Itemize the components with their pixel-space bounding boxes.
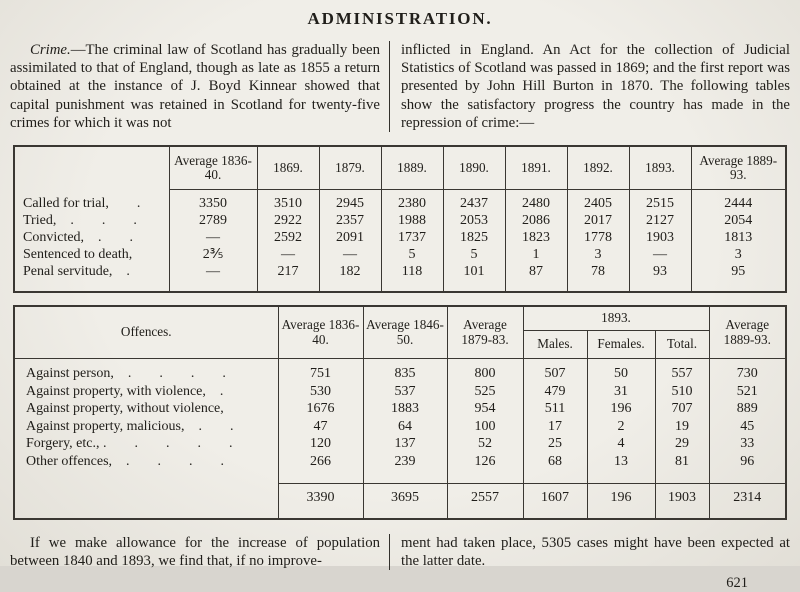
value-cell: 25: [523, 435, 587, 453]
header-cell-avg-1889-93: Average 1889-93.: [691, 146, 786, 190]
header-cell-1890: 1890.: [443, 146, 505, 190]
table-row: [14, 359, 786, 383]
value-cell: 47: [278, 418, 363, 436]
header-cell-1869: 1869.: [257, 146, 319, 190]
row-label: Convicted, . .: [14, 229, 169, 246]
value-cell: 1737: [381, 229, 443, 246]
header-cell-total: Total.: [655, 331, 709, 359]
value-cell: 2922: [257, 212, 319, 229]
value-cell: 2127: [629, 212, 691, 229]
offences-table-body: [14, 359, 786, 484]
outro-left-column: [10, 534, 389, 570]
value-cell: 530: [278, 383, 363, 401]
value-cell: 29: [655, 435, 709, 453]
table-row: [14, 229, 786, 246]
header-cell-1892: 1892.: [567, 146, 629, 190]
table-row: [14, 190, 786, 213]
value-cell: 2515: [629, 190, 691, 213]
value-cell: 126: [447, 453, 523, 484]
value-cell: 2437: [443, 190, 505, 213]
value-cell: 87: [505, 263, 567, 292]
row-label: Sentenced to death,: [14, 246, 169, 263]
value-cell: —: [257, 246, 319, 263]
value-cell: 2: [587, 418, 655, 436]
table-row: [14, 418, 786, 436]
header-cell-1879: 1879.: [319, 146, 381, 190]
value-cell: 239: [363, 453, 447, 484]
header-cell-avg-1836-40: Average 1836-40.: [278, 306, 363, 359]
value-cell: 182: [319, 263, 381, 292]
value-cell: 3: [691, 246, 786, 263]
page-title: ADMINISTRATION.: [307, 9, 493, 28]
intro-left-paragraph: [10, 41, 380, 132]
value-cell: 835: [363, 359, 447, 383]
crime-progress-table: [13, 145, 787, 293]
value-cell: 1988: [381, 212, 443, 229]
intro-columns: [10, 41, 790, 132]
value-cell: 507: [523, 359, 587, 383]
header-cell-1893-group: 1893.: [523, 306, 709, 331]
value-cell: 3510: [257, 190, 319, 213]
header-cell-blank: [14, 146, 169, 190]
value-cell: 13: [587, 453, 655, 484]
value-cell: 118: [381, 263, 443, 292]
page-number: 621: [726, 574, 748, 591]
value-cell: 3350: [169, 190, 257, 213]
total-cell-avg-1879-83: 2557: [447, 484, 523, 519]
value-cell: 101: [443, 263, 505, 292]
header-cell-1893: 1893.: [629, 146, 691, 190]
outro-right-paragraph: ment had taken place, 5305 cases might have been expected at the latter date.: [401, 534, 790, 569]
crime-progress-table-header: [14, 146, 786, 190]
value-cell: 800: [447, 359, 523, 383]
value-cell: 81: [655, 453, 709, 484]
totals-row: [14, 484, 786, 519]
totals-row-label: [14, 484, 278, 519]
value-cell: —: [169, 229, 257, 246]
value-cell: 2⅗: [169, 246, 257, 263]
header-cell-1889: 1889.: [381, 146, 443, 190]
row-label: Called for trial, .: [14, 190, 169, 213]
value-cell: 2017: [567, 212, 629, 229]
total-cell-females: 196: [587, 484, 655, 519]
value-cell: —: [319, 246, 381, 263]
value-cell: 557: [655, 359, 709, 383]
value-cell: 2086: [505, 212, 567, 229]
total-cell-avg-1889-93: 2314: [709, 484, 786, 519]
value-cell: 93: [629, 263, 691, 292]
value-cell: 52: [447, 435, 523, 453]
total-cell-avg-1846-50: 3695: [363, 484, 447, 519]
total-cell-total: 1903: [655, 484, 709, 519]
row-label: Against property, with violence, .: [14, 383, 278, 401]
table-row: [14, 246, 786, 263]
value-cell: 3: [567, 246, 629, 263]
value-cell: 2405: [567, 190, 629, 213]
value-cell: 217: [257, 263, 319, 292]
value-cell: 19: [655, 418, 709, 436]
value-cell: 95: [691, 263, 786, 292]
value-cell: 2789: [169, 212, 257, 229]
crime-lead-word: Crime.: [30, 42, 71, 58]
header-cell-offences: Offences.: [14, 306, 278, 359]
value-cell: 2357: [319, 212, 381, 229]
outro-columns: [10, 534, 790, 570]
value-cell: 2592: [257, 229, 319, 246]
value-cell: 2444: [691, 190, 786, 213]
value-cell: 17: [523, 418, 587, 436]
value-cell: 2945: [319, 190, 381, 213]
value-cell: 2091: [319, 229, 381, 246]
value-cell: 96: [709, 453, 786, 484]
offences-table-totals: [14, 484, 786, 519]
outro-left-paragraph: If we make allowance for the increase of population between 1840 and 1893, we find that, if no improve-: [10, 534, 380, 569]
value-cell: 537: [363, 383, 447, 401]
value-cell: 266: [278, 453, 363, 484]
header-row-1: [14, 306, 786, 331]
value-cell: 64: [363, 418, 447, 436]
row-label: Against property, malicious, . .: [14, 418, 278, 436]
value-cell: 2054: [691, 212, 786, 229]
value-cell: 954: [447, 400, 523, 418]
value-cell: 1883: [363, 400, 447, 418]
intro-left-column: [10, 41, 389, 132]
header-cell-avg-1879-83: Average 1879-83.: [447, 306, 523, 359]
value-cell: 889: [709, 400, 786, 418]
value-cell: 33: [709, 435, 786, 453]
value-cell: 31: [587, 383, 655, 401]
value-cell: —: [629, 246, 691, 263]
value-cell: 100: [447, 418, 523, 436]
row-label: Forgery, etc., . . . . .: [14, 435, 278, 453]
row-label: Other offences, . . . .: [14, 453, 278, 484]
total-cell-avg-1836-40: 3390: [278, 484, 363, 519]
offences-table-header: [14, 306, 786, 359]
header-row: [14, 146, 786, 190]
value-cell: 521: [709, 383, 786, 401]
value-cell: 78: [567, 263, 629, 292]
value-cell: 5: [443, 246, 505, 263]
table-row: [14, 263, 786, 292]
header-cell-avg-1836-40: Average 1836-40.: [169, 146, 257, 190]
value-cell: 510: [655, 383, 709, 401]
intro-left-text: —The criminal law of Scotland has gradually been assimilated to that of England, though as late as 1855 a return obtained at the instance of J. Boyd Kinnear showed that capital punishment was retained in Scotland for twenty-five crimes for which it was not: [10, 42, 380, 131]
value-cell: 1825: [443, 229, 505, 246]
value-cell: —: [169, 263, 257, 292]
value-cell: 50: [587, 359, 655, 383]
value-cell: 68: [523, 453, 587, 484]
row-label: Penal servitude, .: [14, 263, 169, 292]
value-cell: 511: [523, 400, 587, 418]
table-row: [14, 453, 786, 484]
outro-right-column: [390, 534, 790, 570]
value-cell: 4: [587, 435, 655, 453]
value-cell: 1676: [278, 400, 363, 418]
total-cell-males: 1607: [523, 484, 587, 519]
crime-progress-table-body: [14, 190, 786, 293]
header-cell-males: Males.: [523, 331, 587, 359]
value-cell: 479: [523, 383, 587, 401]
value-cell: 45: [709, 418, 786, 436]
value-cell: 5: [381, 246, 443, 263]
value-cell: 137: [363, 435, 447, 453]
value-cell: 751: [278, 359, 363, 383]
table-row: [14, 212, 786, 229]
value-cell: 730: [709, 359, 786, 383]
intro-right-paragraph: inflicted in England. An Act for the collection of Judicial Statistics of Scotland was passed in 1869; and the first report was presented by John Hill Burton in 1870. The following tables show the satisfactory progress the country has made in the repression of crime:—: [401, 42, 790, 131]
value-cell: 1: [505, 246, 567, 263]
value-cell: 196: [587, 400, 655, 418]
value-cell: 1823: [505, 229, 567, 246]
value-cell: 2053: [443, 212, 505, 229]
row-label: Against property, without violence,: [14, 400, 278, 418]
value-cell: 1778: [567, 229, 629, 246]
value-cell: 1903: [629, 229, 691, 246]
table-row: [14, 400, 786, 418]
table-row: [14, 435, 786, 453]
header-cell-females: Females.: [587, 331, 655, 359]
row-label: Against person, . . . .: [14, 359, 278, 383]
value-cell: 2380: [381, 190, 443, 213]
intro-right-column: [390, 41, 790, 132]
row-label: Tried, . . .: [14, 212, 169, 229]
value-cell: 1813: [691, 229, 786, 246]
value-cell: 2480: [505, 190, 567, 213]
value-cell: 525: [447, 383, 523, 401]
header-cell-avg-1889-93: Average 1889-93.: [709, 306, 786, 359]
offences-table: [13, 305, 787, 520]
table-row: [14, 383, 786, 401]
value-cell: 707: [655, 400, 709, 418]
header-cell-1891: 1891.: [505, 146, 567, 190]
header-cell-avg-1846-50: Average 1846-50.: [363, 306, 447, 359]
value-cell: 120: [278, 435, 363, 453]
